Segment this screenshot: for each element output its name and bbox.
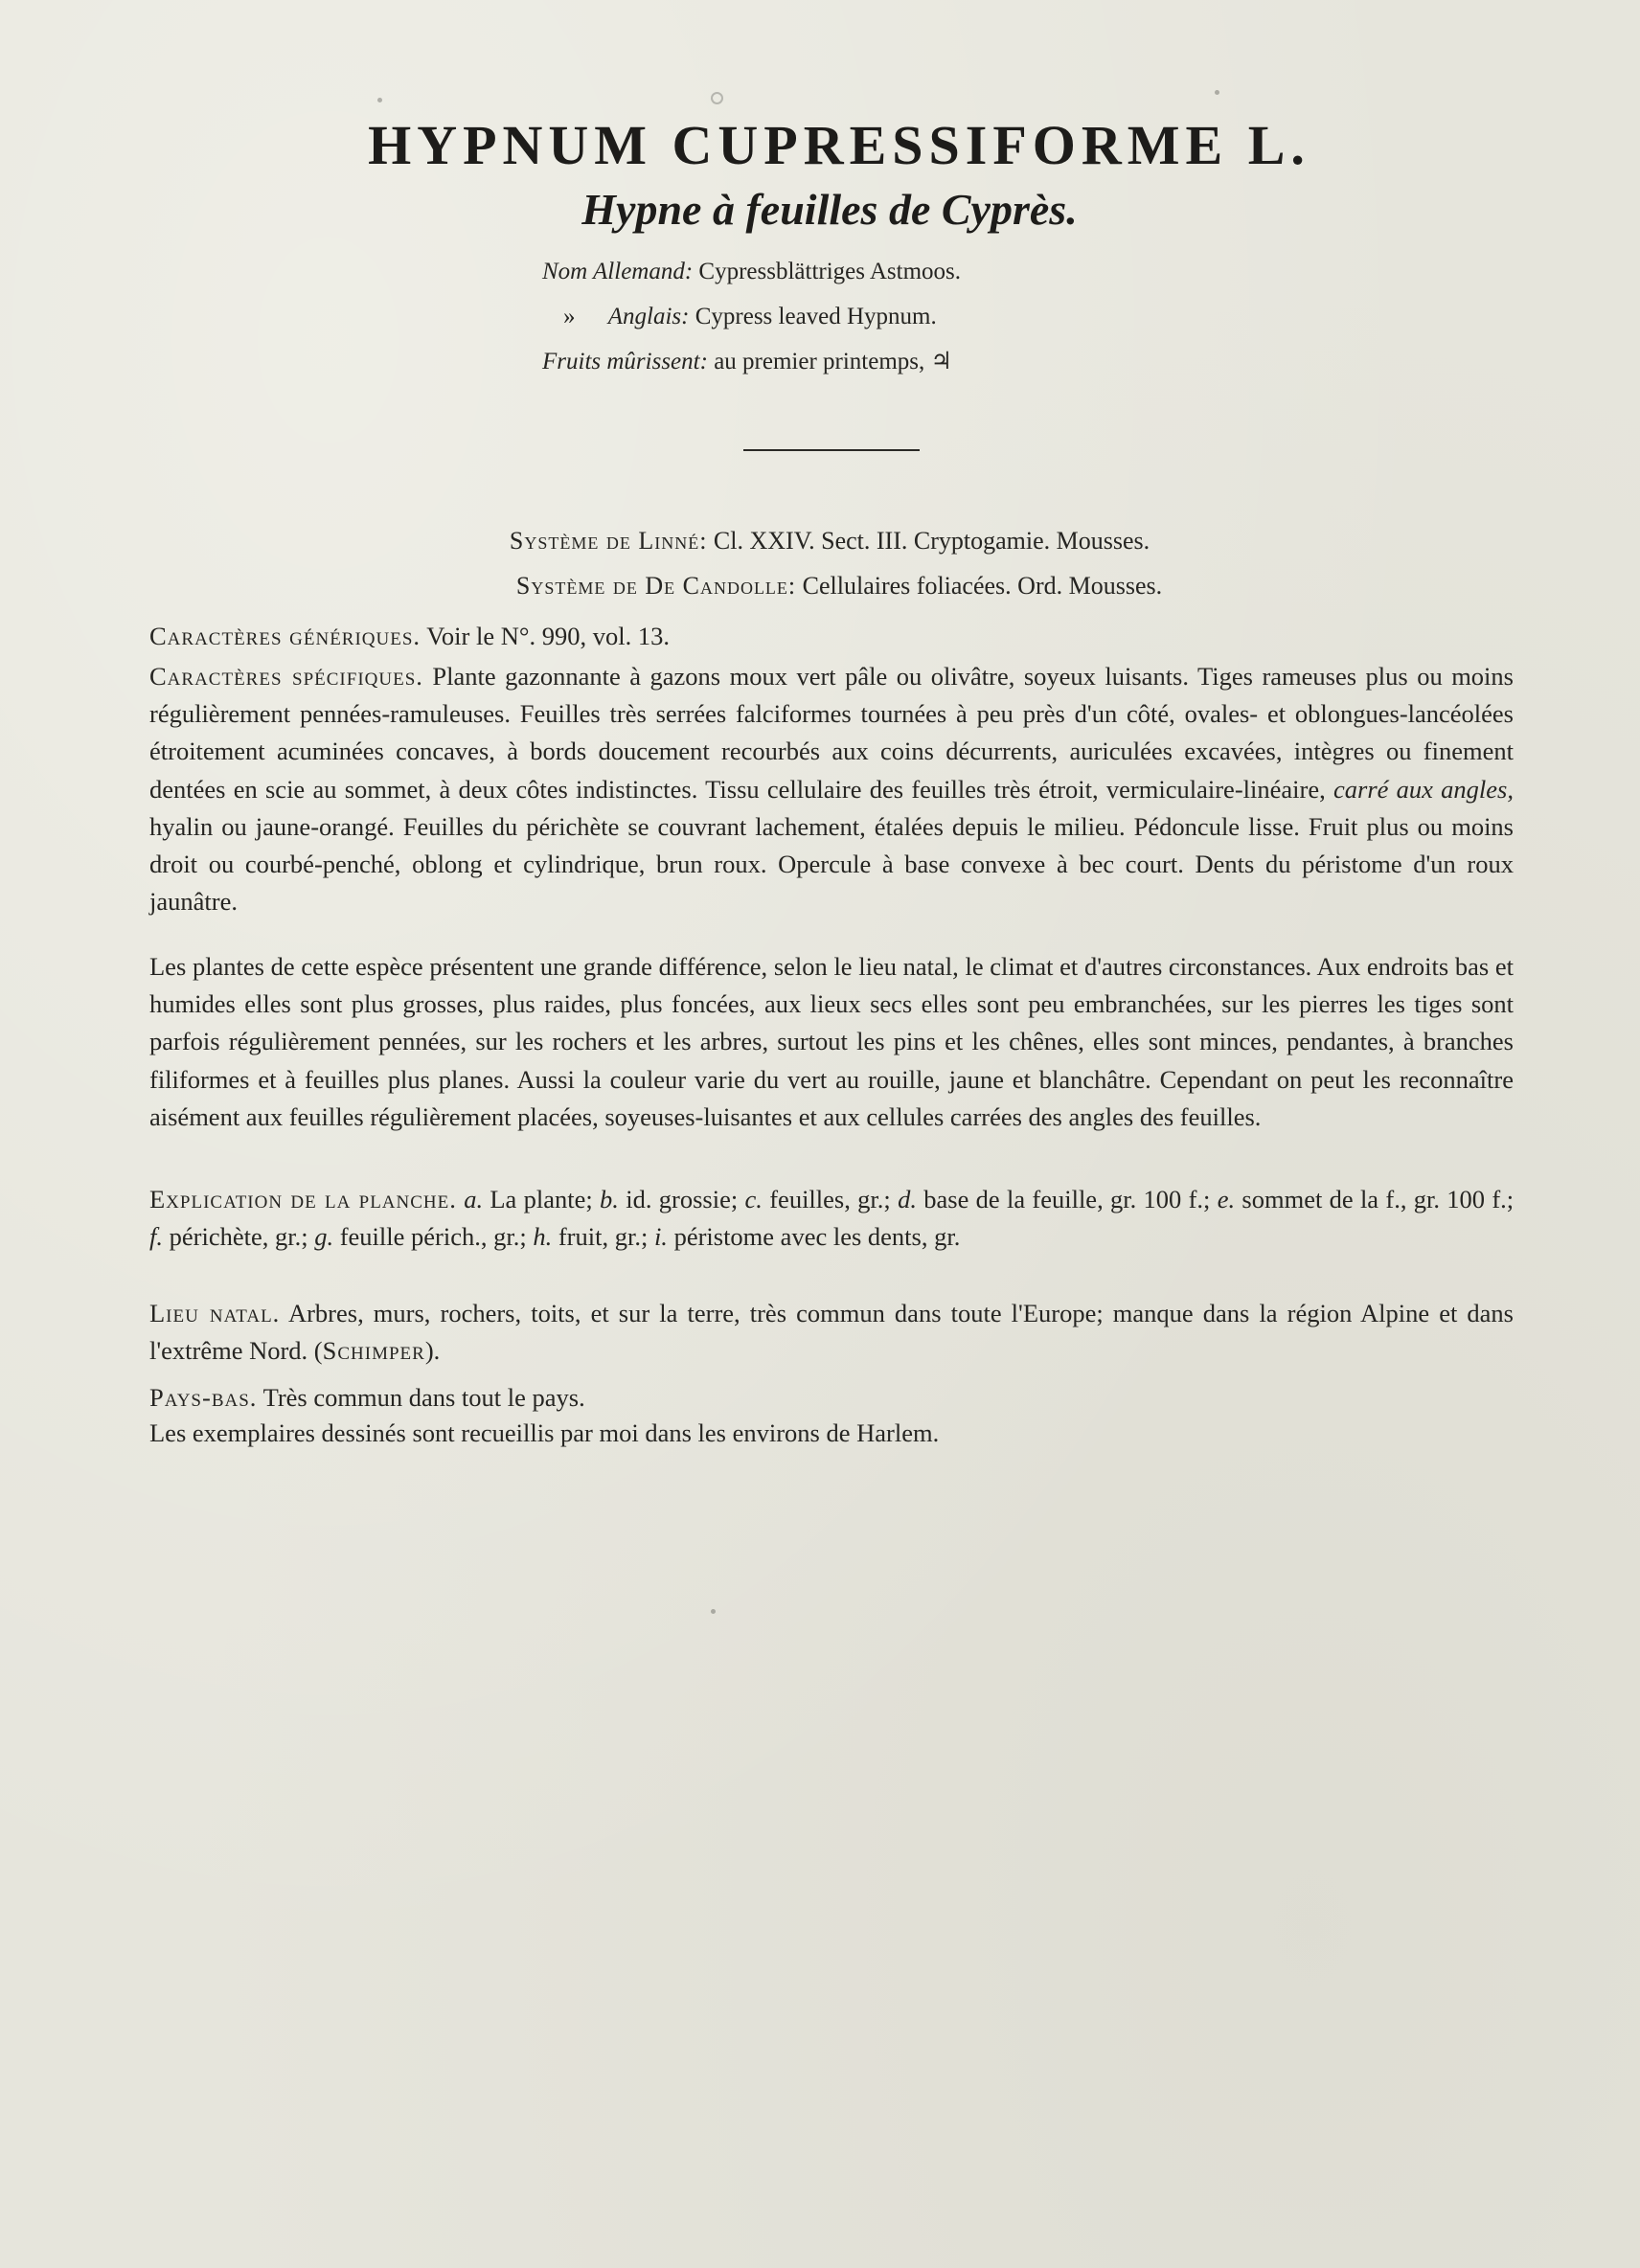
- english-name-row: [542, 294, 961, 339]
- plate-explanation-label: Explication de la planche.: [149, 1185, 457, 1213]
- fruit-season-row: [542, 339, 961, 384]
- netherlands-label: Pays-bas.: [149, 1383, 258, 1412]
- netherlands-text: Très commun dans tout le pays.: [262, 1383, 585, 1412]
- specimens-text: Les exemplaires dessinés sont recueillis par moi dans les environs de Harlem.: [149, 1418, 940, 1447]
- plate-key-g: g.: [314, 1222, 334, 1252]
- native-habitat: [149, 1295, 1514, 1370]
- native-habitat-author: Schimper: [322, 1336, 425, 1366]
- linne-system-label: Système de Linné:: [509, 527, 708, 555]
- specific-characters: [149, 658, 1514, 920]
- specific-characters-text-b: hyalin ou jaune-orangé. Feuilles du périchète se couvrant lachement, étalées depuis le milieu. Pédoncule lisse. Fruit plus ou moins droit ou courbé-penché, oblong et cylindrique, brun roux. Opercule à base convexe à bec court. Dents du péristome d'un roux jaunâtre.: [149, 811, 1514, 917]
- common-names: [542, 249, 961, 384]
- page-subtitle: Hypne à feuilles de Cyprès.: [581, 185, 1078, 234]
- page-title: HYPNUM CUPRESSIFORME L.: [368, 114, 1310, 176]
- plate-text-i: péristome avec les dents, gr.: [673, 1222, 961, 1252]
- paper-speck: [711, 92, 723, 104]
- fruit-season-value: au premier printemps, ♃: [714, 349, 952, 374]
- plate-key-c: c.: [744, 1185, 763, 1213]
- german-name-row: [542, 249, 961, 294]
- english-name-label: Anglais:: [607, 304, 690, 329]
- plate-key-e: e.: [1217, 1185, 1236, 1213]
- plate-text-a: La plante;: [490, 1185, 593, 1213]
- plate-text-h: fruit, gr.;: [558, 1222, 649, 1252]
- plate-key-b: b.: [600, 1185, 619, 1213]
- ditto-mark: »: [563, 304, 576, 329]
- candolle-system: [0, 572, 1640, 601]
- paper-speck: [377, 98, 382, 102]
- netherlands-distribution: [149, 1379, 1514, 1417]
- linne-system: [0, 527, 1640, 556]
- plate-key-a: a.: [464, 1185, 484, 1213]
- plate-text-d: base de la feuille, gr. 100 f.;: [923, 1185, 1211, 1213]
- plate-text-c: feuilles, gr.;: [769, 1185, 891, 1213]
- specific-characters-label: Caractères spécifiques.: [149, 662, 423, 691]
- linne-system-value: Cl. XXIV. Sect. III. Cryptogamie. Mousses.: [713, 527, 1150, 555]
- plate-key-h: h.: [533, 1222, 553, 1252]
- plate-text-e: sommet de la f., gr. 100 f.;: [1241, 1185, 1515, 1213]
- german-name-label: Nom Allemand:: [542, 259, 694, 284]
- plate-key-i: i.: [653, 1222, 668, 1252]
- remarks-paragraph: [149, 948, 1514, 1136]
- plate-key-f: f.: [149, 1222, 163, 1252]
- specific-characters-italic: carré aux angles,: [1333, 774, 1514, 804]
- paper-speck: [1215, 90, 1219, 95]
- plate-key-d: d.: [898, 1185, 917, 1213]
- plate-text-g: feuille périch., gr.;: [339, 1222, 527, 1252]
- german-name-value: Cypressblättriges Astmoos.: [698, 259, 962, 284]
- remarks-text: Les plantes de cette espèce présentent une grande différence, selon le lieu natal, le climat et d'autres circonstances. Aux endroits bas et humides elles sont plus grosses, plus raides, plus foncées, aux lieux secs elles sont peu embranchées, sur les pierres les tiges sont parfois régulièrement pennées, sur les rochers et les arbres, surtout les pins et les chênes, elles sont minces, pendantes, à branches filiformes et à feuilles plus planes. Aussi la couleur varie du vert au rouille, jaune et blanchâtre. Cependant on peut les reconnaître aisément aux feuilles régulièrement placées, soyeuses-luisantes et aux cellules carrées des angles des feuilles.: [149, 952, 1514, 1131]
- plate-explanation: [149, 1181, 1514, 1256]
- generic-characters: [149, 618, 1514, 655]
- paper-speck: [711, 1609, 716, 1614]
- candolle-system-label: Système de De Candolle:: [515, 572, 797, 600]
- candolle-system-value: Cellulaires foliacées. Ord. Mousses.: [802, 572, 1163, 600]
- generic-characters-text: Voir le N°. 990, vol. 13.: [426, 622, 670, 650]
- plate-text-f: périchète, gr.;: [169, 1222, 308, 1252]
- specific-characters-text-a: Plante gazonnante à gazons moux vert pâle ou olivâtre, soyeux luisants. Tiges rameuses plus ou moins régulièrement pennées-ramuleuses. Feuilles très serrées falciformes tournées à peu près d'un côté, ovales- et oblongues-lancéolées étroitement acuminées concaves, à bords doucement recourbés aux coins décurrents, auriculées excavées, intègres ou finement dentées en scie au sommet, à deux côtes indistinctes. Tissu cellulaire des feuilles très étroit, vermiculaire-linéaire,: [149, 662, 1514, 804]
- plate-text-b: id. grossie;: [626, 1185, 739, 1213]
- specimens-note: [149, 1415, 1514, 1452]
- fruit-season-label: Fruits mûrissent:: [542, 349, 708, 374]
- native-habitat-text: Arbres, murs, rochers, toits, et sur la terre, très commun dans toute l'Europe; manque dans la région Alpine et dans l'extrême Nord. (: [149, 1299, 1514, 1366]
- generic-characters-label: Caractères génériques.: [149, 622, 421, 650]
- native-habitat-label: Lieu natal.: [149, 1299, 281, 1327]
- section-divider: [743, 449, 920, 451]
- english-name-value: Cypress leaved Hypnum.: [695, 304, 937, 329]
- native-habitat-close: ).: [424, 1336, 441, 1366]
